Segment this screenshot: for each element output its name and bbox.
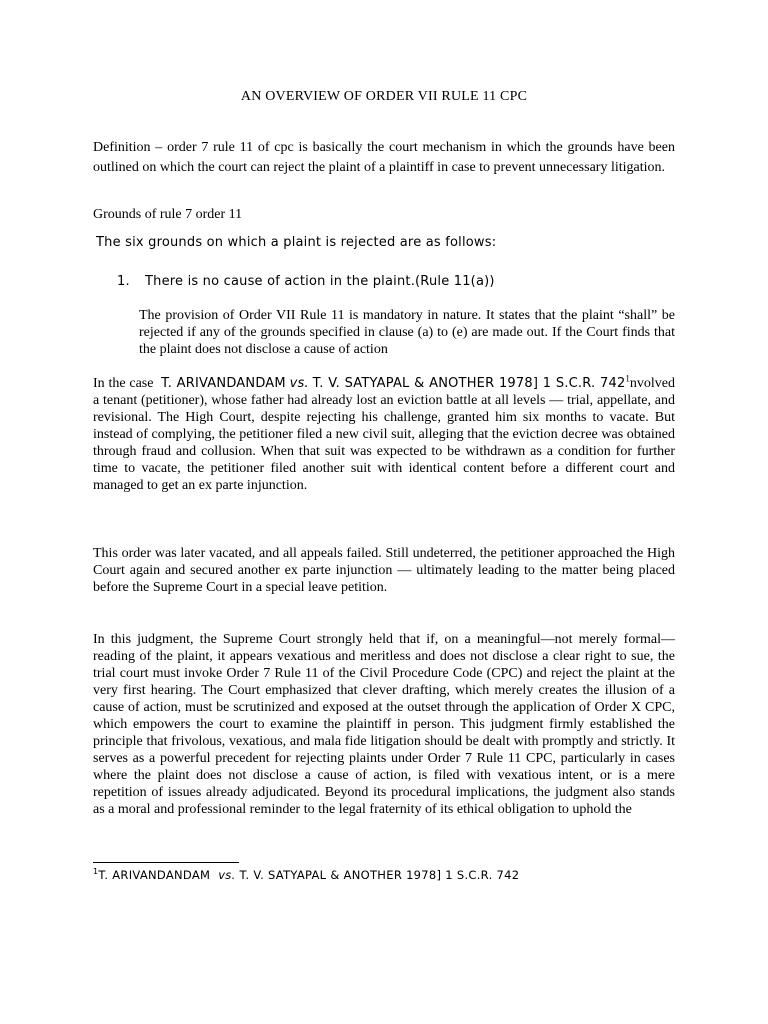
footnote-marker: 1 <box>93 867 99 877</box>
case-body: nvolved a tenant (petitioner), whose father had already lost an eviction battle at all levels — trial, appellate, and revisional. The High Court, despite rejecting his challenge, granted him six months to vacate. But instead of complying, the petitioner filed a new civil suit, alleging that the eviction decree was obtained through fraud and collusion. When that suit was expected to be withdrawn as a condition for further time to vacate, the petitioner filed another suit with identical content before a different court and managed to get an ex parte injunction. <box>93 376 676 493</box>
footnote-name-b: T. V. SATYAPAL & ANOTHER 1978] 1 S.C.R. 742 <box>239 868 520 882</box>
footnote-separator <box>93 862 239 863</box>
six-grounds-intro: The six grounds on which a plaint is rejected are as follows: <box>96 235 497 250</box>
later-paragraph: This order was later vacated, and all appeals failed. Still undeterred, the petitioner approached the High Court again and secured another ex parte injunction — ultimately leading to the matter being placed before the Supreme Court in a special leave petition. <box>93 546 675 595</box>
case-name-b: T. V. SATYAPAL & ANOTHER 1978] 1 S.C.R. 742 <box>312 376 626 391</box>
footnote-name-a: T. ARIVANDANDAM <box>98 868 211 882</box>
definition-paragraph: Definition – order 7 rule 11 of cpc is basically the court mechanism in which the grounds have been outlined on which the court can reject the plaint of a plaintiff in case to prevent unnecessary litigation. <box>93 140 675 175</box>
footnote-reference[interactable]: 1 <box>625 373 630 384</box>
list-item-text: There is no cause of action in the plaint.(Rule 11(a)) <box>145 274 495 289</box>
list-item <box>117 274 495 289</box>
footnote-vs: vs. <box>218 868 236 882</box>
page-title: AN OVERVIEW OF ORDER VII RULE 11 CPC <box>240 89 528 104</box>
judgment-paragraph: In this judgment, the Supreme Court strongly held that if, on a meaningful—not merely formal—reading of the plaint, it appears vexatious and meritless and does not disclose a clear right to sue, the trial court must invoke Order 7 Rule 11 of the Civil Procedure Code (CPC) and reject the plaint at the very first hearing. The Court emphasized that clever drafting, which merely creates the illusion of a cause of action, must be scrutinized and exposed at the outset through the application of Order X CPC, which empowers the court to examine the plaintiff in person. This judgment firmly established the principle that frivolous, vexatious, and mala fide litigation should be dealt with promptly and strictly. It serves as a powerful precedent for rejecting plaints under Order 7 Rule 11 CPC, particularly in cases where the plaint does not disclose a cause of action, is filed with vexatious intent, or is a mere repetition of issues already adjudicated. Beyond its procedural implications, the judgment also stands as a moral and professional reminder to the legal fraternity of its ethical obligation to uphold the <box>93 632 675 817</box>
provision-paragraph: The provision of Order VII Rule 11 is mandatory in nature. It states that the plaint “shall” be rejected if any of the grounds specified in clause (a) to (e) are made out. If the Court finds that the plaint does not disclose a cause of action <box>139 308 675 357</box>
case-vs: vs. <box>289 376 309 391</box>
case-lead: In the case <box>93 376 154 391</box>
list-item-number: 1. <box>117 274 130 289</box>
case-paragraph <box>93 375 675 494</box>
footnote <box>93 868 519 882</box>
grounds-heading: Grounds of rule 7 order 11 <box>93 207 243 222</box>
case-name-a: T. ARIVANDANDAM <box>161 376 286 391</box>
